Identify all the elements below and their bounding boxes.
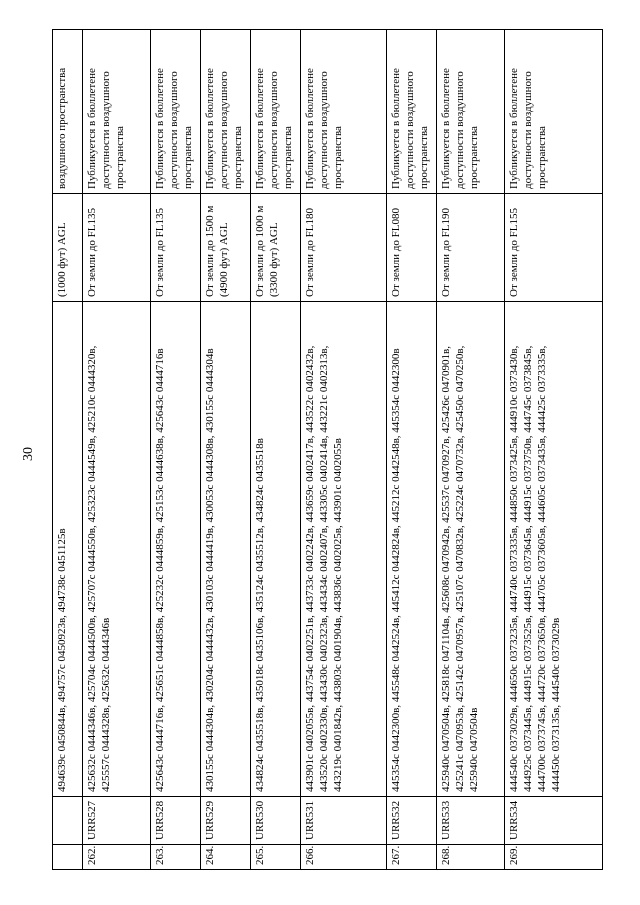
altitude-cell: От земли до FL135 xyxy=(83,194,151,302)
zone-code-cell: URR530 xyxy=(251,797,301,845)
table-row xyxy=(83,30,151,870)
zone-code-cell: URR532 xyxy=(387,797,437,845)
publication-cell: Публикуется в бюллетене доступности воздушного пространства xyxy=(151,30,201,194)
zone-code-cell: URR529 xyxy=(201,797,251,845)
publication-cell: Публикуется в бюллетене доступности воздушного пространства xyxy=(251,30,301,194)
coordinates-cell: 425632с 0444346в, 425704с 0444500в, 425707с 0444550в, 425323с 0444549в, 425210с 0444320в, 425557с 0444328в, 425632с 0444346в xyxy=(83,302,151,797)
row-number-cell: 263. xyxy=(151,845,201,870)
row-number-cell: 262. xyxy=(83,845,151,870)
publication-cell: Публикуется в бюллетене доступности воздушного пространства xyxy=(301,30,387,194)
altitude-cell: От земли до 1000 м (3300 фут) AGL xyxy=(251,194,301,302)
zone-code-cell: URR534 xyxy=(505,797,603,845)
altitude-cell: От земли до FL080 xyxy=(387,194,437,302)
table-row xyxy=(437,30,505,870)
publication-cell: Публикуется в бюллетене доступности воздушного пространства xyxy=(83,30,151,194)
zone-code-cell: URR528 xyxy=(151,797,201,845)
zone-code-cell: URR533 xyxy=(437,797,505,845)
zone-code-cell xyxy=(53,797,83,845)
coordinates-cell: 425940с 0470504в, 425818с 0471104в, 425608с 0470942в, 425537с 0470927в, 425426с 0470901в, 425241с 0470953в, 425142с 0470957в, 425107с 0470832в, 425224с 0470732в, 425450с 0470250в, 425940с 0470504в xyxy=(437,302,505,797)
coordinates-cell: 425643с 0444716в, 425651с 0444858в, 425232с 0444859в, 425153с 0444638в, 425643с 0444716в xyxy=(151,302,201,797)
table-row xyxy=(301,30,387,870)
table-row xyxy=(251,30,301,870)
table-row-continuation xyxy=(53,30,83,870)
table-row xyxy=(505,30,603,870)
page-number: 30 xyxy=(21,447,36,461)
row-number-cell: 267. xyxy=(387,845,437,870)
coordinates-cell: 443901с 0402055в, 443754с 0402251в, 443733с 0402242в, 443659с 0402417в, 443522с 0402432в, 443520с 0402330в, 443430с 0402323в, 443434с 0402407в, 443305с 0402414в, 443221с 0402313в, 443219с 0401842в, 443803с 0401904в, 443836с 0402025в, 443901с 0402055в xyxy=(301,302,387,797)
altitude-cell: От земли до FL190 xyxy=(437,194,505,302)
coordinates-cell: 445354с 0442300в, 445548с 0442524в, 445412с 0442824в, 445212с 0442548в, 445354с 0442300в xyxy=(387,302,437,797)
publication-cell: Публикуется в бюллетене доступности воздушного пространства xyxy=(437,30,505,194)
publication-cell: воздушного пространства xyxy=(53,30,83,194)
airspace-table xyxy=(52,29,603,870)
publication-cell: Публикуется в бюллетене доступности воздушного пространства xyxy=(387,30,437,194)
coordinates-cell: 434824с 0435518в, 435018с 0435106в, 435124с 0435512в, 434824с 0435518в xyxy=(251,302,301,797)
publication-cell: Публикуется в бюллетене доступности воздушного пространства xyxy=(505,30,603,194)
table-row xyxy=(387,30,437,870)
altitude-cell: (1000 фут) AGL xyxy=(53,194,83,302)
altitude-cell: От земли до FL180 xyxy=(301,194,387,302)
zone-code-cell: URR527 xyxy=(83,797,151,845)
row-number-cell: 266. xyxy=(301,845,387,870)
altitude-cell: От земли до FL155 xyxy=(505,194,603,302)
row-number-cell xyxy=(53,845,83,870)
coordinates-cell: 444540с 0373029в, 444650с 0373235в, 444740с 0373335в, 444850с 0373425в, 444910с 0373430в, 444925с 0373445в, 444915с 0373525в, 444915с 0373645в, 444915с 0373750в, 444745с 0373845в, 444700с 0373745в, 444720с 0373650в, 444705с 0373605в, 444605с 0373435в, 444425с 0373335в, 444450с 0373135в, 444540с 0373029в xyxy=(505,302,603,797)
altitude-cell: От земли до 1500 м (4900 фут) AGL xyxy=(201,194,251,302)
publication-cell: Публикуется в бюллетене доступности воздушного пространства xyxy=(201,30,251,194)
table-row xyxy=(201,30,251,870)
table-row xyxy=(151,30,201,870)
row-number-cell: 269. xyxy=(505,845,603,870)
altitude-cell: От земли до FL135 xyxy=(151,194,201,302)
row-number-cell: 264. xyxy=(201,845,251,870)
row-number-cell: 265. xyxy=(251,845,301,870)
rotated-table-wrapper xyxy=(52,30,617,870)
zone-code-cell: URR531 xyxy=(301,797,387,845)
row-number-cell: 268. xyxy=(437,845,505,870)
coordinates-cell: 430155с 0444304в, 430204с 0444432в, 430103с 0444419в, 430053с 0444308в, 430155с 0444304в xyxy=(201,302,251,797)
coordinates-cell: 494639с 0450844в, 494757с 0450923в, 494738с 0451125в xyxy=(53,302,83,797)
